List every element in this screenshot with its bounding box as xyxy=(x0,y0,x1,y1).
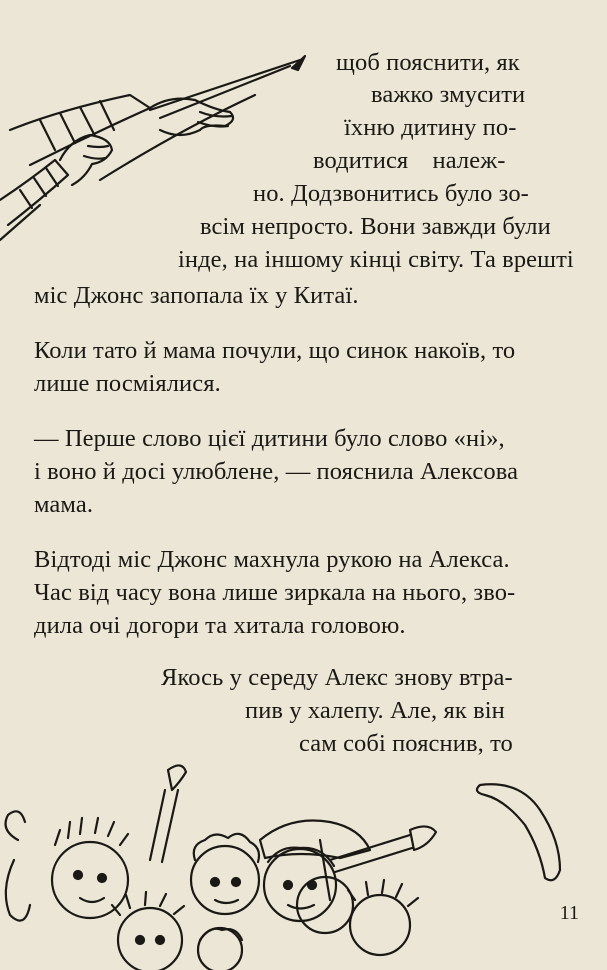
text-line-9: Коли тато й мама почули, що синок накоїв, то xyxy=(34,337,516,364)
text-line-16: дила очі догори та хитала головою. xyxy=(34,612,406,639)
text-line-14: Відтоді міс Джонс махнула рукою на Алекса. xyxy=(34,546,510,573)
text-line-11: — Перше слово цієї дитини було слово «ні», xyxy=(34,425,505,452)
text-line-8: міс Джонс запопала їх у Китаї. xyxy=(34,282,359,309)
text-line-3: їхню дитину по- xyxy=(344,114,517,141)
text-line-7: інде, на іншому кінці світу. Та врешті xyxy=(178,246,574,273)
text-line-19: сам собі пояснив, то xyxy=(299,730,513,757)
text-line-6: всім непросто. Вони завжди були xyxy=(200,213,551,240)
text-line-4: водитися належ- xyxy=(313,147,506,174)
text-line-2: важко змусити xyxy=(371,81,526,108)
page-number: 11 xyxy=(559,902,579,924)
text-line-17: Якось у середу Алекс знову втра- xyxy=(161,664,513,691)
text-line-15: Час від часу вона лише зиркала на нього, зво- xyxy=(34,579,516,606)
text-line-18: пив у халепу. Але, як він xyxy=(245,697,505,724)
text-line-10: лише посміялися. xyxy=(34,370,221,397)
text-line-5: но. Додзвонитись було зо- xyxy=(253,180,529,207)
text-line-12: і воно й досі улюблене, — пояснила Алексова xyxy=(34,458,519,485)
text-line-1: щоб пояснити, як xyxy=(336,49,520,76)
text-line-13: мама. xyxy=(34,491,94,518)
